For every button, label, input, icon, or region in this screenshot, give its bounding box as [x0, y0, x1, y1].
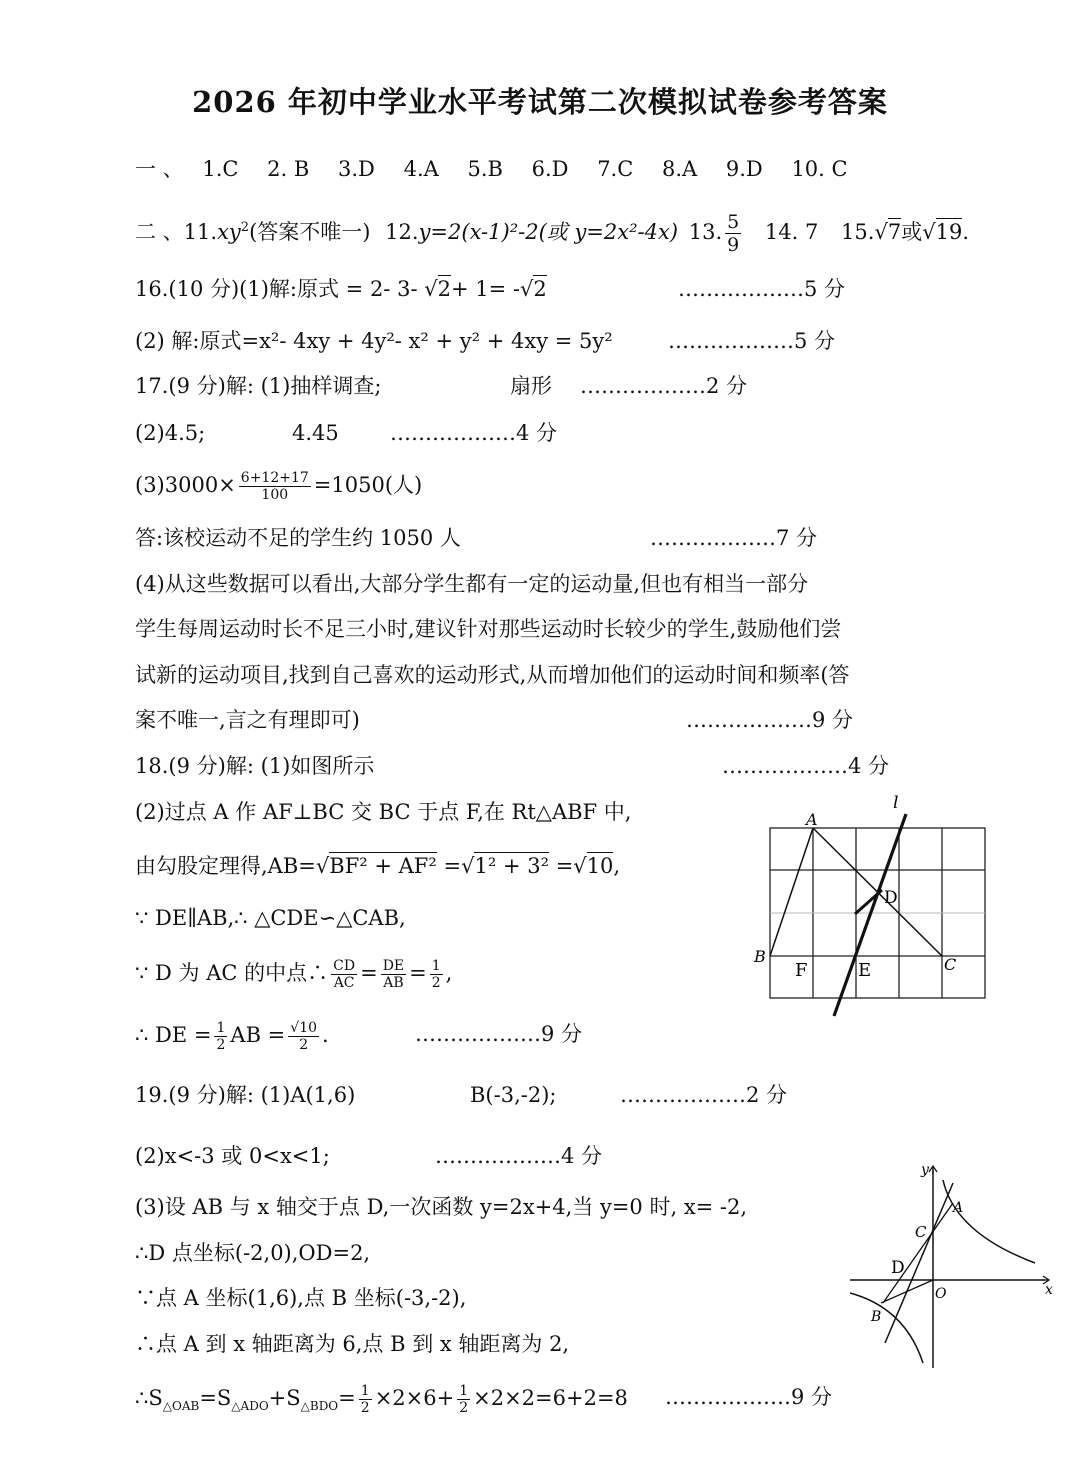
hyperbola-branch-2: [850, 1293, 923, 1363]
answer-6: 6.D: [531, 157, 569, 181]
q11-expr: xy: [217, 220, 241, 244]
q18-line1-score: ………………4 分: [722, 754, 890, 778]
q17-line1-score: ………………2 分: [580, 374, 748, 398]
hyperbola-branch-1: [943, 1180, 1035, 1263]
q16-line2: (2) 解:原式=x²- 4xy + 4y²- x² + y² + 4xy = 5y²: [135, 329, 613, 353]
q15-root-b: 19: [935, 220, 963, 244]
answer-2: 2. B: [267, 157, 310, 181]
answer-5: 5.B: [467, 157, 503, 181]
q16-line1-score: ………………5 分: [678, 277, 846, 301]
q17-line2-a: (2)4.5;: [135, 421, 206, 445]
q13-fraction: $\frac{5}{9}$: [727, 211, 740, 256]
q19-line1-a: 19.(9 分)解: (1)A(1,6): [135, 1083, 356, 1107]
line-l: [834, 814, 906, 1016]
q17-p4-line4: 案不唯一,言之有理即可): [135, 708, 360, 732]
q18-grid-figure: [750, 790, 1000, 1030]
page-title: 2026 年初中学业水平考试第二次模拟试卷参考答案: [192, 85, 888, 119]
q17-line1-b: 扇形: [510, 374, 552, 398]
q19-line1-b: B(-3,-2);: [470, 1083, 557, 1107]
q17-fraction: $\frac{6+12+17}{100}$: [240, 470, 309, 503]
q18-frac-root10-2: $\frac{√10}{2}$: [290, 1020, 318, 1053]
section1-answers: [135, 155, 848, 183]
q17-line1: 17.(9 分)解: (1)抽样调查;: [135, 374, 382, 398]
q19-line7-score: ………………9 分: [665, 1385, 833, 1409]
q16-line2-score: ………………5 分: [668, 329, 836, 353]
q18-line6-score: ………………9 分: [415, 1022, 583, 1046]
answer-10: 10. C: [791, 157, 848, 181]
q19-line7: $\therefore S_{\triangle OAB}=S_{\triangle ADO}+S_{\triangle BDO}=$ $\frac{1}{2}$ ×2×6+ $\frac{1}{2}$ ×2×2=6+2=8: [135, 1383, 628, 1416]
q18-frac-half-2: $\frac{1}{2}$: [216, 1020, 226, 1053]
q17-p4-line3: 试新的运动项目,找到自己喜欢的运动形式,从而增加他们的运动时间和频率(答: [135, 663, 850, 687]
q17-answer-score: ………………7 分: [650, 526, 818, 550]
q17-line2-score: ………………4 分: [390, 421, 558, 445]
q18-line1: 18.(9 分)解: (1)如图所示: [135, 754, 375, 778]
label-d: D: [884, 888, 898, 908]
q19-line2: (2)x<-3 或 0<x<1;: [135, 1144, 330, 1168]
label-o: O: [935, 1286, 947, 1302]
q18-frac-de-ab: $\frac{DE}{AB}$: [382, 958, 405, 991]
q19-line3: (3)设 AB 与 x 轴交于点 D,一次函数 y=2x+4,当 y=0 时, x= -2,: [135, 1195, 748, 1219]
label-y: y: [921, 1162, 929, 1178]
q17-p4-line1: (4)从这些数据可以看出,大部分学生都有一定的运动量,但也有相当一部分: [135, 572, 809, 596]
y-axis-arrow: [929, 1166, 937, 1174]
q12-expr: y=2(x-1)²-2(或 y=2x²-4x): [418, 220, 679, 244]
q19-line1-score: ………………2 分: [620, 1083, 788, 1107]
section2-prefix: 二 、11.: [135, 220, 218, 244]
label-f: F: [795, 960, 808, 981]
q19-line6: ∴点 A 到 x 轴距离为 6,点 B 到 x 轴距离为 2,: [135, 1332, 570, 1356]
answer-9: 9.D: [725, 157, 763, 181]
q19-frac-half-1: $\frac{1}{2}$: [360, 1383, 370, 1416]
label-b: B: [871, 1309, 882, 1325]
q12-label: 12.: [385, 220, 419, 244]
q18-line5: ∵ D 为 AC 的中点∴ $\frac{CD}{AC}$ = $\frac{DE}{AB}$ = $\frac{1}{2}$ ,: [135, 958, 453, 991]
label-d: D: [891, 1258, 905, 1278]
q15-root-a: 7: [887, 220, 902, 244]
q18-line6: ∴ DE = $\frac{1}{2}$ AB = $\frac{√10}{2}$ .: [135, 1020, 329, 1053]
label-a: A: [806, 810, 818, 829]
answer-1: 1.C: [202, 157, 239, 181]
q17-line2-b: 4.45: [292, 421, 339, 445]
q15-label: 15.: [841, 220, 875, 244]
q14-answer: 14. 7: [764, 220, 819, 244]
q19-line5: ∵点 A 坐标(1,6),点 B 坐标(-3,-2),: [135, 1286, 467, 1310]
q13-label: 13.: [688, 220, 723, 244]
label-l: l: [893, 793, 899, 813]
q19-coordinate-figure: [845, 1158, 1060, 1373]
q18-line3: 由勾股定理得,AB=√BF² + AF² =√1² + 3² =√10,: [135, 854, 621, 878]
q19-frac-half-2: $\frac{1}{2}$: [459, 1383, 469, 1416]
q18-frac-half: $\frac{1}{2}$: [431, 958, 441, 991]
q17-answer: 答:该校运动不足的学生约 1050 人: [135, 526, 461, 550]
answer-7: 7.C: [597, 157, 634, 181]
q17-p4-line2: 学生每周运动时长不足三小时,建议针对那些运动时长较少的学生,鼓励他们尝: [135, 617, 842, 641]
q18-line2: (2)过点 A 作 AF⊥BC 交 BC 于点 F,在 Rt△ABF 中,: [135, 800, 632, 824]
q19-line2-score: ………………4 分: [435, 1144, 603, 1168]
answer-8: 8.A: [661, 157, 698, 181]
label-b: B: [754, 947, 766, 966]
label-c: C: [915, 1223, 927, 1241]
q19-line4: ∴D 点坐标(-2,0),OD=2,: [135, 1241, 371, 1265]
q15-or: 或: [901, 220, 923, 244]
label-c: C: [944, 955, 957, 974]
segment-ob: [881, 1280, 933, 1303]
q16-line1: 16.(10 分)(1)解:原式 = 2- 3- √2+ 1= -√2: [135, 277, 547, 301]
q18-frac-cd-ac: $\frac{CD}{AC}$: [333, 958, 356, 991]
q17-line3: (3)3000× $\frac{6+12+17}{100}$ =1050(人): [135, 470, 423, 503]
label-x: x: [1045, 1282, 1053, 1298]
section1-prefix: 一 、: [135, 157, 184, 181]
answer-4: 4.A: [403, 157, 439, 181]
label-e: E: [858, 960, 872, 981]
q18-line4: ∵ DE∥AB,∴ △CDE∽△CAB,: [135, 906, 406, 930]
section2-answers: 二 、$11.xy^2$(答案不唯一) 12.y=2(x-1)²-2(或 y=2x²-4x) 13. $\frac{5}{9}$ 14. 7 15.√7或√19.: [135, 211, 970, 256]
q17-p4-score: ………………9 分: [686, 708, 854, 732]
q11-note: (答案不唯一): [249, 220, 371, 244]
answer-3: 3.D: [338, 157, 375, 181]
label-a: A: [953, 1200, 964, 1216]
